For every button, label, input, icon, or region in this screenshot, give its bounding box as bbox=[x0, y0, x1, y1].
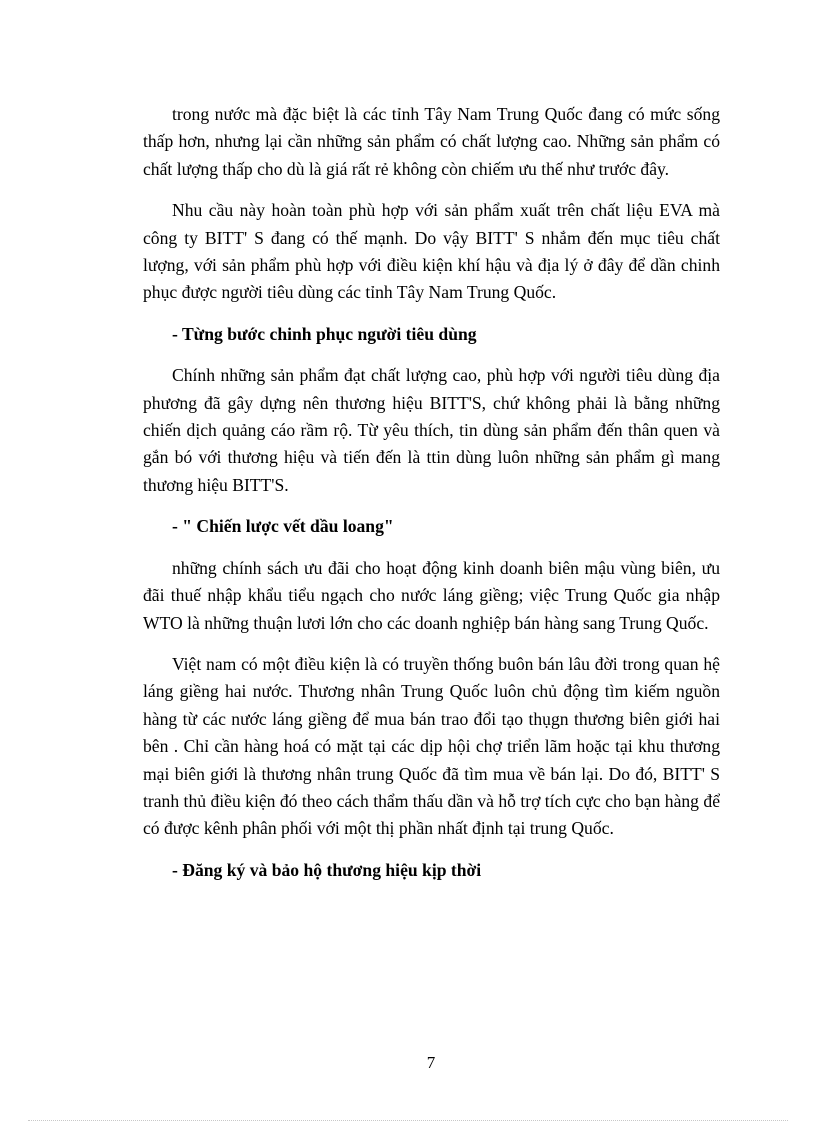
paragraph-5: Việt nam có một điều kiện là có truyền thống buôn bán lâu đời trong quan hệ láng giềng hai nước. Thương nhân Trung Quốc luôn chủ động tìm kiếm nguồn hàng từ các nước láng giềng để mua bán trao đổi tạo thụgn thương biên giới hai bên . Chỉ cần hàng hoá có mặt tại các dịp hội chợ triển lãm hoặc tại khu thương mại biên giới là thương nhân trung Quốc đã tìm mua về bán lại. Do đó, BITT' S tranh thủ điều kiện đó theo cách thẩm thấu dần và hỗ trợ tích cực cho bạn hàng để có được kênh phân phối với một thị phần nhất định tại trung Quốc. bbox=[143, 653, 720, 839]
paragraph-1: trong nước mà đặc biệt là các tỉnh Tây Nam Trung Quốc đang có mức sống thấp hơn, nhưng lại cần những sản phẩm có chất lượng cao. Những sản phẩm có chất lượng thấp cho dù là giá rất rẻ không còn chiếm ưu thế như trước đây. bbox=[143, 104, 720, 179]
paragraph-3: Chính những sản phẩm đạt chất lượng cao, phù hợp với người tiêu dùng địa phương đã gây dựng nên thương hiệu BITT'S, chứ không phải là bằng những chiến dịch quảng cáo rầm rộ. Từ yêu thích, tin dùng sản phẩm đến thân quen và gắn bó với thương hiệu và tiến đến là ttin dùng luôn những sản phẩm gì mang thương hiệu BITT'S. bbox=[143, 365, 720, 495]
page-number: 7 bbox=[426, 1053, 436, 1072]
section-heading-oil-spot-strategy: - " Chiến lược vết dầu loang" bbox=[172, 516, 394, 537]
footer-divider bbox=[28, 1120, 788, 1121]
body-text bbox=[143, 101, 720, 898]
section-heading-trademark: - Đăng ký và bảo hộ thương hiệu kịp thời bbox=[172, 859, 482, 880]
section-heading-consumers: - Từng bước chinh phục người tiêu dùng bbox=[172, 323, 477, 344]
paragraph-2: Nhu cầu này hoàn toàn phù hợp với sản phẩm xuất trên chất liệu EVA mà công ty BITT' S đang có thế mạnh. Do vậy BITT' S nhắm đến mục tiêu chất lượng, với sản phẩm phù hợp với điều kiện khí hậu và địa lý ở đây để dần chinh phục được người tiêu dùng các tỉnh Tây Nam Trung Quốc. bbox=[143, 200, 720, 303]
paragraph-4: những chính sách ưu đãi cho hoạt động kinh doanh biên mậu vùng biên, ưu đãi thuế nhập khẩu tiểu ngạch cho nước láng giềng; việc Trung Quốc gia nhập WTO là những thuận lươi lớn cho các doanh nghiệp bán hàng sang Trung Quốc. bbox=[143, 557, 720, 633]
